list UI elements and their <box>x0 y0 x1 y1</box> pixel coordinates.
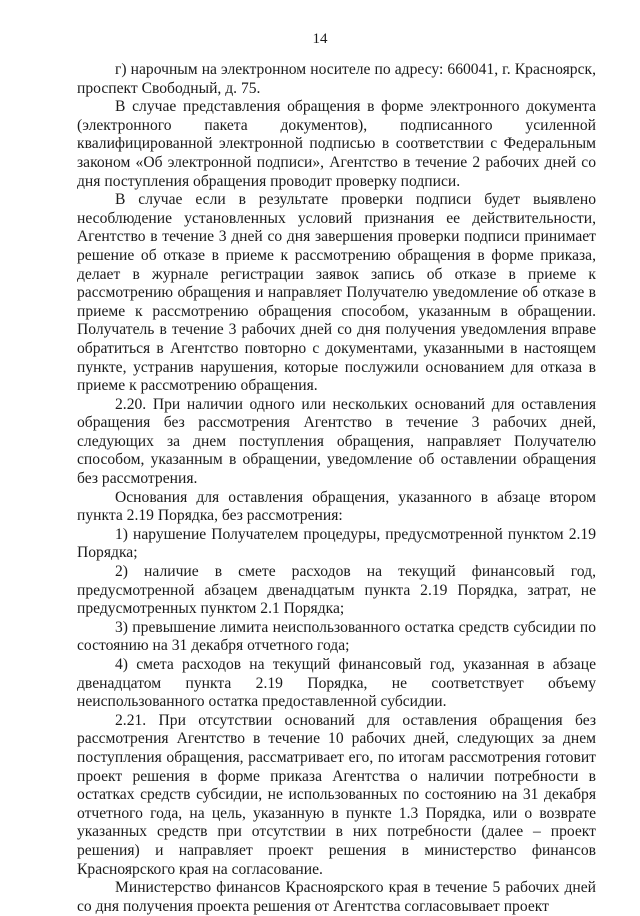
paragraph-section-2-20: 2.20. При наличии одного или нескольких оснований для оставления обращения без рассмотрения Агентство в течение 3 рабочих дней, следующих за днем поступления обращения, направляет Получателю способом, указанным в обращении, уведомление об оставлении обращения без рассмотрения. <box>77 395 596 488</box>
paragraph-ministry-approval: Министерство финансов Красноярского края в течение 5 рабочих дней со дня получения проекта решения от Агентства согласовывает проект <box>77 879 596 915</box>
paragraph-electronic-document: В случае представления обращения в форме электронного документа (электронного пакета документов), подписанного усиленной квалифицированной электронной подписью в соответствии с Федеральным законом «Об электронной подписи», Агентство в течение 2 рабочих дней со дня поступления обращения проводит проверку подписи. <box>77 98 596 190</box>
list-item-ground-2: 2) наличие в смете расходов на текущий финансовый год, предусмотренной абзацем двенадцатым пункта 2.19 Порядка, затрат, не предусмотренных пунктом 2.1 Порядка; <box>77 563 596 618</box>
paragraph-section-2-21: 2.21. При отсутствии оснований для оставления обращения без рассмотрения Агентство в течение 10 рабочих дней, следующих за днем поступления обращения, рассматривает его, по итогам рассмотрения готовит проект решения в форме приказа Агентства о наличии потребности в остатках средств субсидии, не использованных по состоянию на 31 декабря отчетного года, на цель, указанную в пункте 1.3 Порядка, или о возврате указанных средств при отсутствии в них потребности (далее – проект решения) и направляет проект решения в министерство финансов Красноярского края на согласование. <box>77 711 596 878</box>
list-item-ground-3: 3) превышение лимита неиспользованного остатка средств субсидии по состоянию на 31 декабря отчетного года; <box>77 618 596 655</box>
document-body <box>77 61 596 916</box>
paragraph-signature-check-failure: В случае если в результате проверки подписи будет выявлено несоблюдение установленных условий признания ее действительности, Агентство в течение 3 дней со дня завершения проверки подписи принимает решение об отказе в приеме к рассмотрению обращения в форме приказа, делает в журнале регистрации заявок запись об отказе в приеме к рассмотрению обращения и направляет Получателю уведомление об отказе в приеме к рассмотрению обращения способом, указанным в обращении. Получатель в течение 3 рабочих дней со дня получения уведомления вправе обратиться в Агентство повторно с документами, указанными в настоящем пункте, устранив нарушения, которые послужили основанием для отказа в приеме к рассмотрению обращения. <box>77 191 596 395</box>
paragraph-grounds-intro: Основания для оставления обращения, указанного в абзаце втором пункта 2.19 Порядка, без рассмотрения: <box>77 488 596 525</box>
list-item-ground-1: 1) нарушение Получателем процедуры, предусмотренной пунктом 2.19 Порядка; <box>77 525 596 562</box>
paragraph-delivery-method: г) нарочным на электронном носителе по адресу: 660041, г. Красноярск, проспект Свободный, д. 75. <box>77 61 596 97</box>
list-item-ground-4: 4) смета расходов на текущий финансовый год, указанная в абзаце двенадцатом пункта 2.19 Порядка, не соответствует объему неиспользованного остатка предоставленной субсидии. <box>77 656 596 711</box>
page-number: 14 <box>312 31 328 47</box>
